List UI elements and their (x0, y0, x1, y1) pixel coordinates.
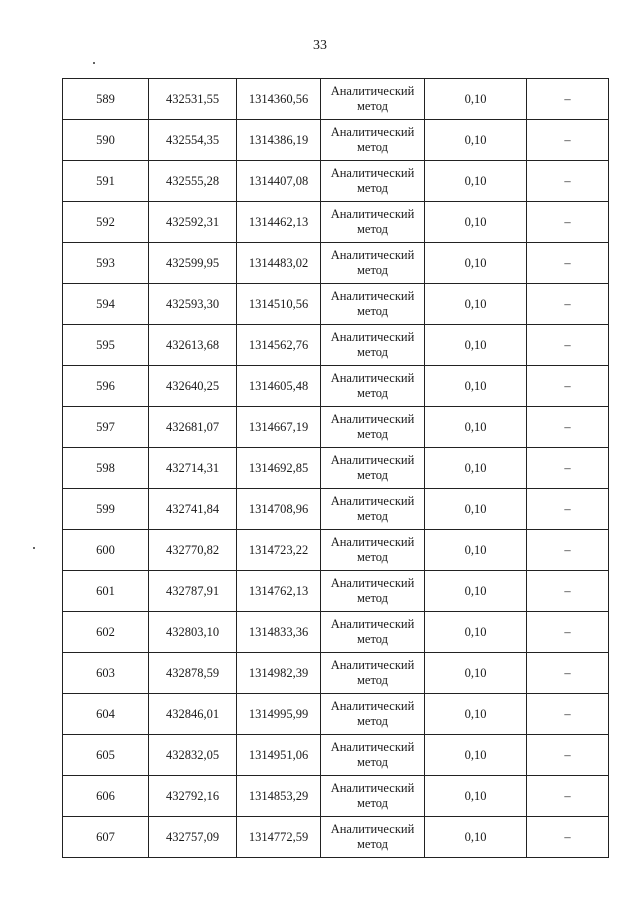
table-row (63, 694, 609, 735)
y-coordinate-cell: 1314386,19 (237, 120, 321, 161)
note-cell: – (527, 612, 609, 653)
point-number-cell: 607 (63, 817, 149, 858)
note-cell: – (527, 120, 609, 161)
x-coordinate-cell: 432787,91 (149, 571, 237, 612)
note-cell: – (527, 284, 609, 325)
table-row (63, 489, 609, 530)
note-cell: – (527, 530, 609, 571)
method-cell: Аналитический метод (321, 284, 425, 325)
accuracy-cell: 0,10 (425, 571, 527, 612)
accuracy-cell: 0,10 (425, 161, 527, 202)
x-coordinate-cell: 432792,16 (149, 776, 237, 817)
x-coordinate-cell: 432593,30 (149, 284, 237, 325)
table-row (63, 817, 609, 858)
table-row (63, 407, 609, 448)
point-number-cell: 603 (63, 653, 149, 694)
note-cell: – (527, 161, 609, 202)
note-cell: – (527, 407, 609, 448)
y-coordinate-cell: 1314853,29 (237, 776, 321, 817)
y-coordinate-cell: 1314360,56 (237, 79, 321, 120)
method-cell: Аналитический метод (321, 817, 425, 858)
x-coordinate-cell: 432554,35 (149, 120, 237, 161)
note-cell: – (527, 325, 609, 366)
method-cell: Аналитический метод (321, 776, 425, 817)
x-coordinate-cell: 432832,05 (149, 735, 237, 776)
method-cell: Аналитический метод (321, 612, 425, 653)
y-coordinate-cell: 1314462,13 (237, 202, 321, 243)
method-cell: Аналитический метод (321, 161, 425, 202)
table-row (63, 448, 609, 489)
method-cell: Аналитический метод (321, 571, 425, 612)
page-number: 33 (313, 38, 327, 53)
point-number-cell: 601 (63, 571, 149, 612)
accuracy-cell: 0,10 (425, 776, 527, 817)
table-row (63, 776, 609, 817)
point-number-cell: 606 (63, 776, 149, 817)
y-coordinate-cell: 1314708,96 (237, 489, 321, 530)
point-number-cell: 598 (63, 448, 149, 489)
method-cell: Аналитический метод (321, 694, 425, 735)
y-coordinate-cell: 1314833,36 (237, 612, 321, 653)
table-row (63, 653, 609, 694)
note-cell: – (527, 817, 609, 858)
x-coordinate-cell: 432741,84 (149, 489, 237, 530)
method-cell: Аналитический метод (321, 325, 425, 366)
x-coordinate-cell: 432531,55 (149, 79, 237, 120)
point-number-cell: 597 (63, 407, 149, 448)
accuracy-cell: 0,10 (425, 530, 527, 571)
point-number-cell: 596 (63, 366, 149, 407)
method-cell: Аналитический метод (321, 243, 425, 284)
note-cell: – (527, 202, 609, 243)
table-row (63, 202, 609, 243)
method-cell: Аналитический метод (321, 735, 425, 776)
table-row (63, 530, 609, 571)
point-number-cell: 592 (63, 202, 149, 243)
table-row (63, 735, 609, 776)
accuracy-cell: 0,10 (425, 735, 527, 776)
y-coordinate-cell: 1314605,48 (237, 366, 321, 407)
point-number-cell: 591 (63, 161, 149, 202)
table-row (63, 366, 609, 407)
accuracy-cell: 0,10 (425, 79, 527, 120)
y-coordinate-cell: 1314951,06 (237, 735, 321, 776)
method-cell: Аналитический метод (321, 202, 425, 243)
point-number-cell: 605 (63, 735, 149, 776)
note-cell: – (527, 243, 609, 284)
note-cell: – (527, 571, 609, 612)
method-cell: Аналитический метод (321, 653, 425, 694)
y-coordinate-cell: 1314982,39 (237, 653, 321, 694)
point-number-cell: 595 (63, 325, 149, 366)
x-coordinate-cell: 432846,01 (149, 694, 237, 735)
accuracy-cell: 0,10 (425, 817, 527, 858)
method-cell: Аналитический метод (321, 120, 425, 161)
point-number-cell: 604 (63, 694, 149, 735)
point-number-cell: 593 (63, 243, 149, 284)
point-number-cell: 602 (63, 612, 149, 653)
method-cell: Аналитический метод (321, 366, 425, 407)
table-row (63, 161, 609, 202)
accuracy-cell: 0,10 (425, 489, 527, 530)
y-coordinate-cell: 1314762,13 (237, 571, 321, 612)
y-coordinate-cell: 1314723,22 (237, 530, 321, 571)
accuracy-cell: 0,10 (425, 366, 527, 407)
note-cell: – (527, 653, 609, 694)
x-coordinate-cell: 432592,31 (149, 202, 237, 243)
y-coordinate-cell: 1314772,59 (237, 817, 321, 858)
y-coordinate-cell: 1314510,56 (237, 284, 321, 325)
x-coordinate-cell: 432770,82 (149, 530, 237, 571)
accuracy-cell: 0,10 (425, 202, 527, 243)
method-cell: Аналитический метод (321, 489, 425, 530)
x-coordinate-cell: 432555,28 (149, 161, 237, 202)
accuracy-cell: 0,10 (425, 120, 527, 161)
x-coordinate-cell: 432803,10 (149, 612, 237, 653)
method-cell: Аналитический метод (321, 407, 425, 448)
accuracy-cell: 0,10 (425, 407, 527, 448)
y-coordinate-cell: 1314483,02 (237, 243, 321, 284)
accuracy-cell: 0,10 (425, 612, 527, 653)
x-coordinate-cell: 432681,07 (149, 407, 237, 448)
table-row (63, 325, 609, 366)
y-coordinate-cell: 1314692,85 (237, 448, 321, 489)
method-cell: Аналитический метод (321, 448, 425, 489)
note-cell: – (527, 79, 609, 120)
accuracy-cell: 0,10 (425, 694, 527, 735)
note-cell: – (527, 694, 609, 735)
x-coordinate-cell: 432714,31 (149, 448, 237, 489)
table-row (63, 612, 609, 653)
note-cell: – (527, 776, 609, 817)
method-cell: Аналитический метод (321, 530, 425, 571)
table-row (63, 284, 609, 325)
accuracy-cell: 0,10 (425, 448, 527, 489)
point-number-cell: 599 (63, 489, 149, 530)
table-row (63, 120, 609, 161)
accuracy-cell: 0,10 (425, 325, 527, 366)
y-coordinate-cell: 1314407,08 (237, 161, 321, 202)
note-cell: – (527, 448, 609, 489)
method-cell: Аналитический метод (321, 79, 425, 120)
x-coordinate-cell: 432878,59 (149, 653, 237, 694)
table-row (63, 243, 609, 284)
coordinates-table (62, 78, 609, 858)
x-coordinate-cell: 432613,68 (149, 325, 237, 366)
x-coordinate-cell: 432640,25 (149, 366, 237, 407)
accuracy-cell: 0,10 (425, 284, 527, 325)
table-row (63, 79, 609, 120)
x-coordinate-cell: 432757,09 (149, 817, 237, 858)
table-row (63, 571, 609, 612)
note-cell: – (527, 366, 609, 407)
point-number-cell: 589 (63, 79, 149, 120)
point-number-cell: 600 (63, 530, 149, 571)
x-coordinate-cell: 432599,95 (149, 243, 237, 284)
note-cell: – (527, 489, 609, 530)
accuracy-cell: 0,10 (425, 243, 527, 284)
y-coordinate-cell: 1314562,76 (237, 325, 321, 366)
coordinates-table-body (63, 79, 609, 858)
y-coordinate-cell: 1314995,99 (237, 694, 321, 735)
scan-speck (93, 62, 95, 64)
accuracy-cell: 0,10 (425, 653, 527, 694)
scan-speck (33, 547, 35, 549)
point-number-cell: 590 (63, 120, 149, 161)
point-number-cell: 594 (63, 284, 149, 325)
y-coordinate-cell: 1314667,19 (237, 407, 321, 448)
note-cell: – (527, 735, 609, 776)
